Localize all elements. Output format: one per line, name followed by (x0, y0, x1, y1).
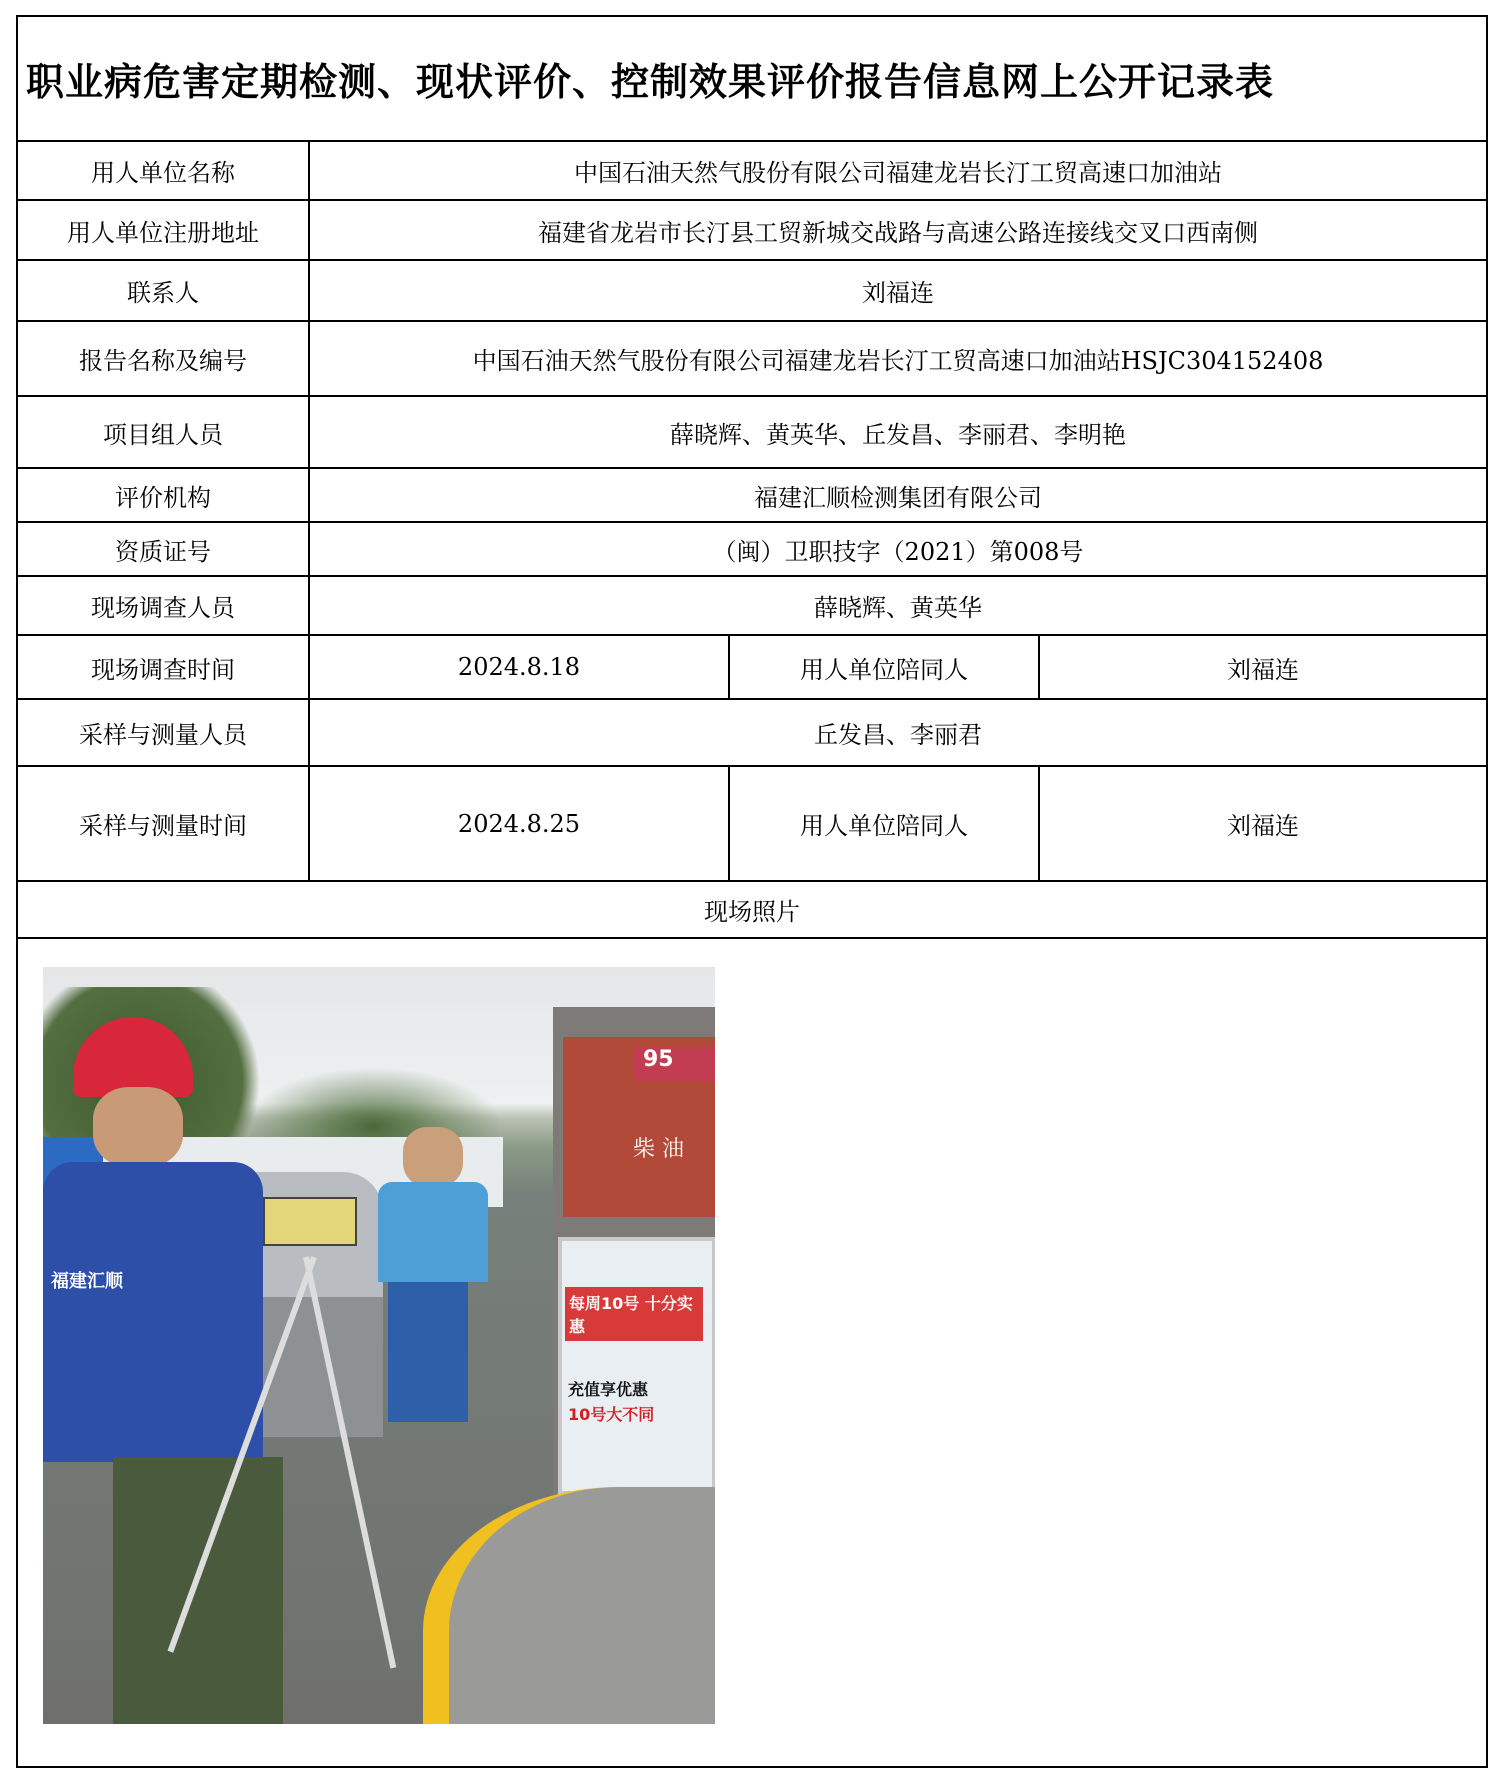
value: 福建汇顺检测集团有限公司 (754, 483, 1042, 512)
label: 报告名称及编号 (18, 322, 310, 395)
row-employer-name (18, 142, 1486, 201)
companion: 刘福连 (1227, 812, 1299, 840)
label: 用人单位注册地址 (18, 201, 310, 259)
value: 薛晓辉、黄英华、丘发昌、李丽君、李明艳 (670, 420, 1126, 449)
label: 现场调查人员 (18, 577, 310, 634)
row-certificate (18, 523, 1486, 577)
row-sampling-staff (18, 700, 1486, 767)
photo-shape (263, 1197, 357, 1246)
row-project-team (18, 397, 1486, 469)
record-table (16, 15, 1488, 1768)
value: 2024.8.25 (310, 767, 730, 880)
pump-sign-diesel: 柴 油 (633, 1137, 684, 1162)
photo-shape (93, 1087, 183, 1167)
promo-line2: 10号大不同 (568, 1405, 655, 1424)
row-address (18, 201, 1486, 261)
photo-shape (388, 1282, 468, 1422)
row-report-name (18, 322, 1486, 397)
value: 薛晓辉、黄英华 (814, 594, 982, 622)
companion: 刘福连 (1227, 655, 1299, 684)
value: 丘发昌、李丽君 (814, 721, 982, 749)
label: 现场调查时间 (18, 636, 310, 698)
photo-shape (113, 1457, 283, 1724)
label: 评价机构 (18, 469, 310, 521)
label: 采样与测量人员 (18, 700, 310, 765)
photo-shape (403, 1127, 463, 1187)
label: 用人单位名称 (18, 142, 310, 199)
value: 中国石油天然气股份有限公司福建龙岩长汀工贸高速口加油站HSJC304152408 (472, 347, 1324, 375)
companion-label: 用人单位陪同人 (730, 636, 1040, 698)
promo-line1: 充值享优惠 (568, 1380, 649, 1399)
label: 联系人 (18, 261, 310, 320)
label: 现场照片 (704, 898, 800, 926)
row-contact (18, 261, 1486, 322)
site-photo (43, 967, 715, 1724)
photo-shape (423, 1487, 715, 1724)
value: 刘福连 (862, 279, 934, 307)
page-title: 职业病危害定期检测、现状评价、控制效果评价报告信息网上公开记录表 (18, 17, 1486, 142)
photo-shape (558, 1237, 715, 1495)
row-survey-staff (18, 577, 1486, 636)
value: 中国石油天然气股份有限公司福建龙岩长汀工贸高速口加油站 (574, 159, 1222, 187)
promo-title: 每周10号 十分实惠 (565, 1287, 703, 1341)
photo-shape (378, 1182, 488, 1282)
vest-logo: 福建汇顺 (51, 1271, 123, 1292)
label: 项目组人员 (18, 397, 310, 467)
row-sampling-time (18, 767, 1486, 882)
row-agency (18, 469, 1486, 523)
companion-label: 用人单位陪同人 (730, 767, 1040, 880)
value: （闽）卫职技字（2021）第008号 (712, 537, 1084, 566)
pump-sign-95: 95 (633, 1047, 715, 1081)
row-photo-header (18, 882, 1486, 939)
row-survey-time (18, 636, 1486, 700)
value: 2024.8.18 (310, 636, 730, 698)
worker-vest (43, 1162, 263, 1462)
label: 采样与测量时间 (18, 767, 310, 880)
value: 福建省龙岩市长汀县工贸新城交战路与高速公路连接线交叉口西南侧 (538, 218, 1258, 247)
label: 资质证号 (18, 523, 310, 575)
